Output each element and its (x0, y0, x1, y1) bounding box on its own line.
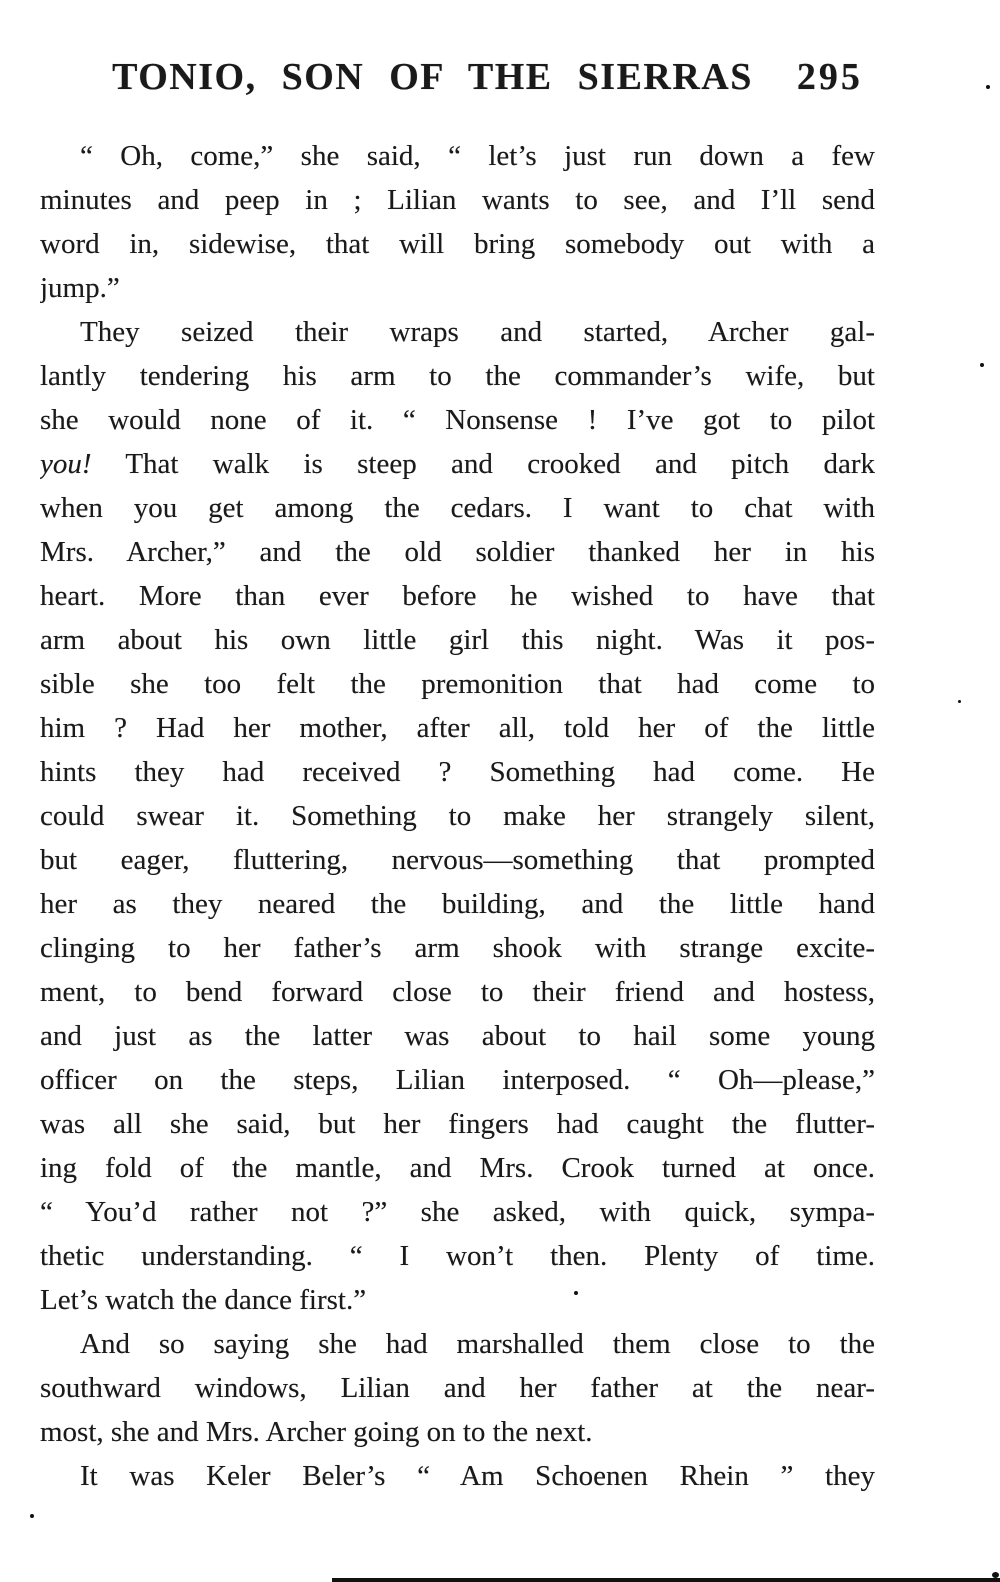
text-line: officer on the steps, Lilian interposed. “ Oh—please,” (40, 1064, 875, 1096)
paragraph (40, 134, 875, 310)
text-line: could swear it. Something to make her strangely silent, (40, 800, 875, 832)
scan-speck (986, 85, 990, 89)
text-line: thetic understanding. “ I won’t then. Plenty of time. (40, 1240, 875, 1272)
scan-speck (30, 1514, 34, 1518)
text-line: sible she too felt the premonition that had come to (40, 668, 875, 700)
text-line: heart. More than ever before he wished to have that (40, 580, 875, 612)
running-header (70, 56, 905, 98)
text-line: minutes and peep in ; Lilian wants to see, and I’ll send (40, 184, 875, 216)
text-line: him ? Had her mother, after all, told her of the little (40, 712, 875, 744)
text-line: ment, to bend forward close to their friend and hostess, (40, 976, 875, 1008)
running-header-title: TONIO, SON OF THE SIERRAS (112, 56, 753, 98)
text-line: when you get among the cedars. I want to chat with (40, 492, 875, 524)
text-line: jump.” (40, 272, 120, 304)
page-body (40, 134, 875, 1498)
scan-speck (574, 1291, 578, 1295)
page-number: 295 (796, 56, 863, 98)
paragraph (40, 1322, 875, 1454)
scan-edge-bar (332, 1578, 1000, 1582)
text-line: arm about his own little girl this night. Was it pos- (40, 624, 875, 656)
text-line (40, 442, 875, 486)
text-line: Mrs. Archer,” and the old soldier thanked her in his (40, 536, 875, 568)
paragraph (40, 1454, 875, 1498)
text-line: ing fold of the mantle, and Mrs. Crook turned at once. (40, 1152, 875, 1184)
text-line: “ You’d rather not ?” she asked, with quick, sympa- (40, 1196, 875, 1228)
text-line: but eager, fluttering, nervous—something that prompted (40, 844, 875, 876)
text-line: word in, sidewise, that will bring somebody out with a (40, 228, 875, 260)
text-line: clinging to her father’s arm shook with strange excite- (40, 932, 875, 964)
text-line: her as they neared the building, and the little hand (40, 888, 875, 920)
text-line: It was Keler Beler’s “ Am Schoenen Rhein ” they (80, 1460, 875, 1492)
text-segment: That walk is steep and crooked and pitch dark (91, 448, 875, 480)
text-line: “ Oh, come,” she said, “ let’s just run down a few (80, 140, 875, 172)
text-line: And so saying she had marshalled them close to the (80, 1328, 875, 1360)
text-line: southward windows, Lilian and her father at the near- (40, 1372, 875, 1404)
scan-speck (958, 700, 961, 703)
text-line: lantly tendering his arm to the commander’s wife, but (40, 360, 875, 392)
text-line: hints they had received ? Something had come. He (40, 756, 875, 788)
italic-text: you! (40, 448, 92, 480)
text-line: was all she said, but her fingers had caught the flutter- (40, 1108, 875, 1140)
text-line: Let’s watch the dance first.” (40, 1284, 367, 1316)
scan-speck (980, 363, 984, 367)
text-line: she would none of it. “ Nonsense ! I’ve got to pilot (40, 404, 875, 436)
text-line: most, she and Mrs. Archer going on to the next. (40, 1416, 593, 1448)
paragraph (40, 310, 875, 1322)
text-line: They seized their wraps and started, Archer gal- (80, 316, 875, 348)
text-line: and just as the latter was about to hail some young (40, 1020, 875, 1052)
